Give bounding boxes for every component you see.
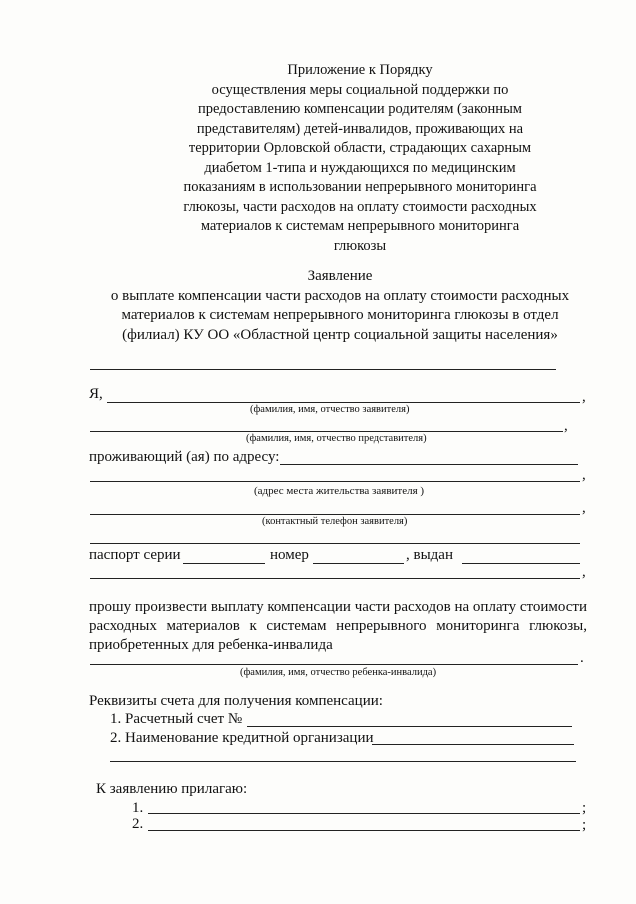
request-line: приобретенных для ребенка-инвалида <box>89 637 333 653</box>
caption-phone: (контактный телефон заявителя) <box>262 516 408 527</box>
title-line: о выплате компенсации части расходов на оплату стоимости расходных <box>110 287 570 304</box>
passport-series-field[interactable] <box>183 563 265 564</box>
attach-heading: К заявлению прилагаю: <box>96 781 248 797</box>
header-line: осуществления меры социальной поддержки по <box>211 81 509 98</box>
header-line: материалов к системам непрерывного мониторинга <box>200 218 520 234</box>
request-line: прошу произвести выплату компенсации части расходов на оплату стоимости <box>89 599 587 615</box>
header-line: представителям) детей-инвалидов, проживающих на <box>196 120 524 137</box>
attach-item-1-label: 1. <box>132 800 144 816</box>
bank-heading: Реквизиты счета для получения компенсации: <box>89 693 383 709</box>
representative-name-field[interactable] <box>90 431 563 432</box>
agency-field-line[interactable] <box>90 369 556 370</box>
document-title <box>70 267 610 345</box>
title-line: материалов к системам непрерывного мониторинга глюкозы в отдел <box>121 307 559 323</box>
semicolon: ; <box>582 817 587 833</box>
attachment-1-field[interactable] <box>148 813 580 814</box>
header-line: предоставлению компенсации родителям (законным <box>198 101 522 117</box>
caption-address: (адрес места жительства заявителя ) <box>254 485 425 497</box>
passport-issued-label: , выдан <box>406 547 453 563</box>
caption-applicant-name: (фамилия, имя, отчество заявителя) <box>250 404 410 415</box>
comma: , <box>564 418 568 434</box>
header-line: показаниям в использовании непрерывного мониторинга <box>183 179 537 195</box>
request-line: расходных материалов к системам непрерывного мониторинга глюкозы, <box>89 618 587 634</box>
address-field-1[interactable] <box>280 464 578 465</box>
bank-item-account-label: 1. Расчетный счет № <box>110 711 243 727</box>
comma: , <box>582 564 586 580</box>
caption-representative-name: (фамилия, имя, отчество представителя) <box>246 433 427 444</box>
residing-label: проживающий (ая) по адресу: <box>89 449 280 465</box>
passport-number-field[interactable] <box>313 563 404 564</box>
header-line: глюкозы <box>333 237 387 254</box>
phone-field[interactable] <box>90 514 580 515</box>
semicolon: ; <box>582 800 587 816</box>
header-line: диабетом 1-типа и нуждающихся по медицинским <box>204 159 516 176</box>
header-line: Приложение к Порядку <box>287 62 433 78</box>
applicant-name-field[interactable] <box>107 402 580 403</box>
attach-item-2-label: 2. <box>132 816 144 832</box>
ya-label: Я, <box>89 386 103 402</box>
address-field-2[interactable] <box>90 481 580 482</box>
request-paragraph <box>89 598 587 655</box>
title-line: (филиал) КУ ОО «Областной центр социальной защиты населения» <box>122 326 558 343</box>
appendix-header <box>170 61 550 256</box>
extra-field-line[interactable] <box>90 543 580 544</box>
comma: , <box>582 389 586 405</box>
header-line: территории Орловской области, страдающих сахарным <box>188 140 532 156</box>
period: . <box>580 650 584 666</box>
bank-name-field-2[interactable] <box>110 761 576 762</box>
bank-item-bank-name-label: 2. Наименование кредитной организации <box>110 730 374 746</box>
comma: , <box>582 500 586 516</box>
passport-issued-field[interactable] <box>462 563 580 564</box>
title-line: Заявление <box>307 268 373 284</box>
passport-number-label: номер <box>270 547 309 563</box>
attachment-2-field[interactable] <box>148 830 580 831</box>
child-name-field[interactable] <box>90 664 578 665</box>
account-number-field[interactable] <box>247 726 572 727</box>
header-line: глюкозы, части расходов на оплату стоимости расходных <box>183 198 537 215</box>
caption-child-name: (фамилия, имя, отчество ребенка-инвалида) <box>240 667 437 678</box>
comma: , <box>582 467 586 483</box>
bank-name-field[interactable] <box>372 744 574 745</box>
passport-series-label: паспорт серии <box>89 547 181 563</box>
passport-issued-field-2[interactable] <box>90 578 580 579</box>
